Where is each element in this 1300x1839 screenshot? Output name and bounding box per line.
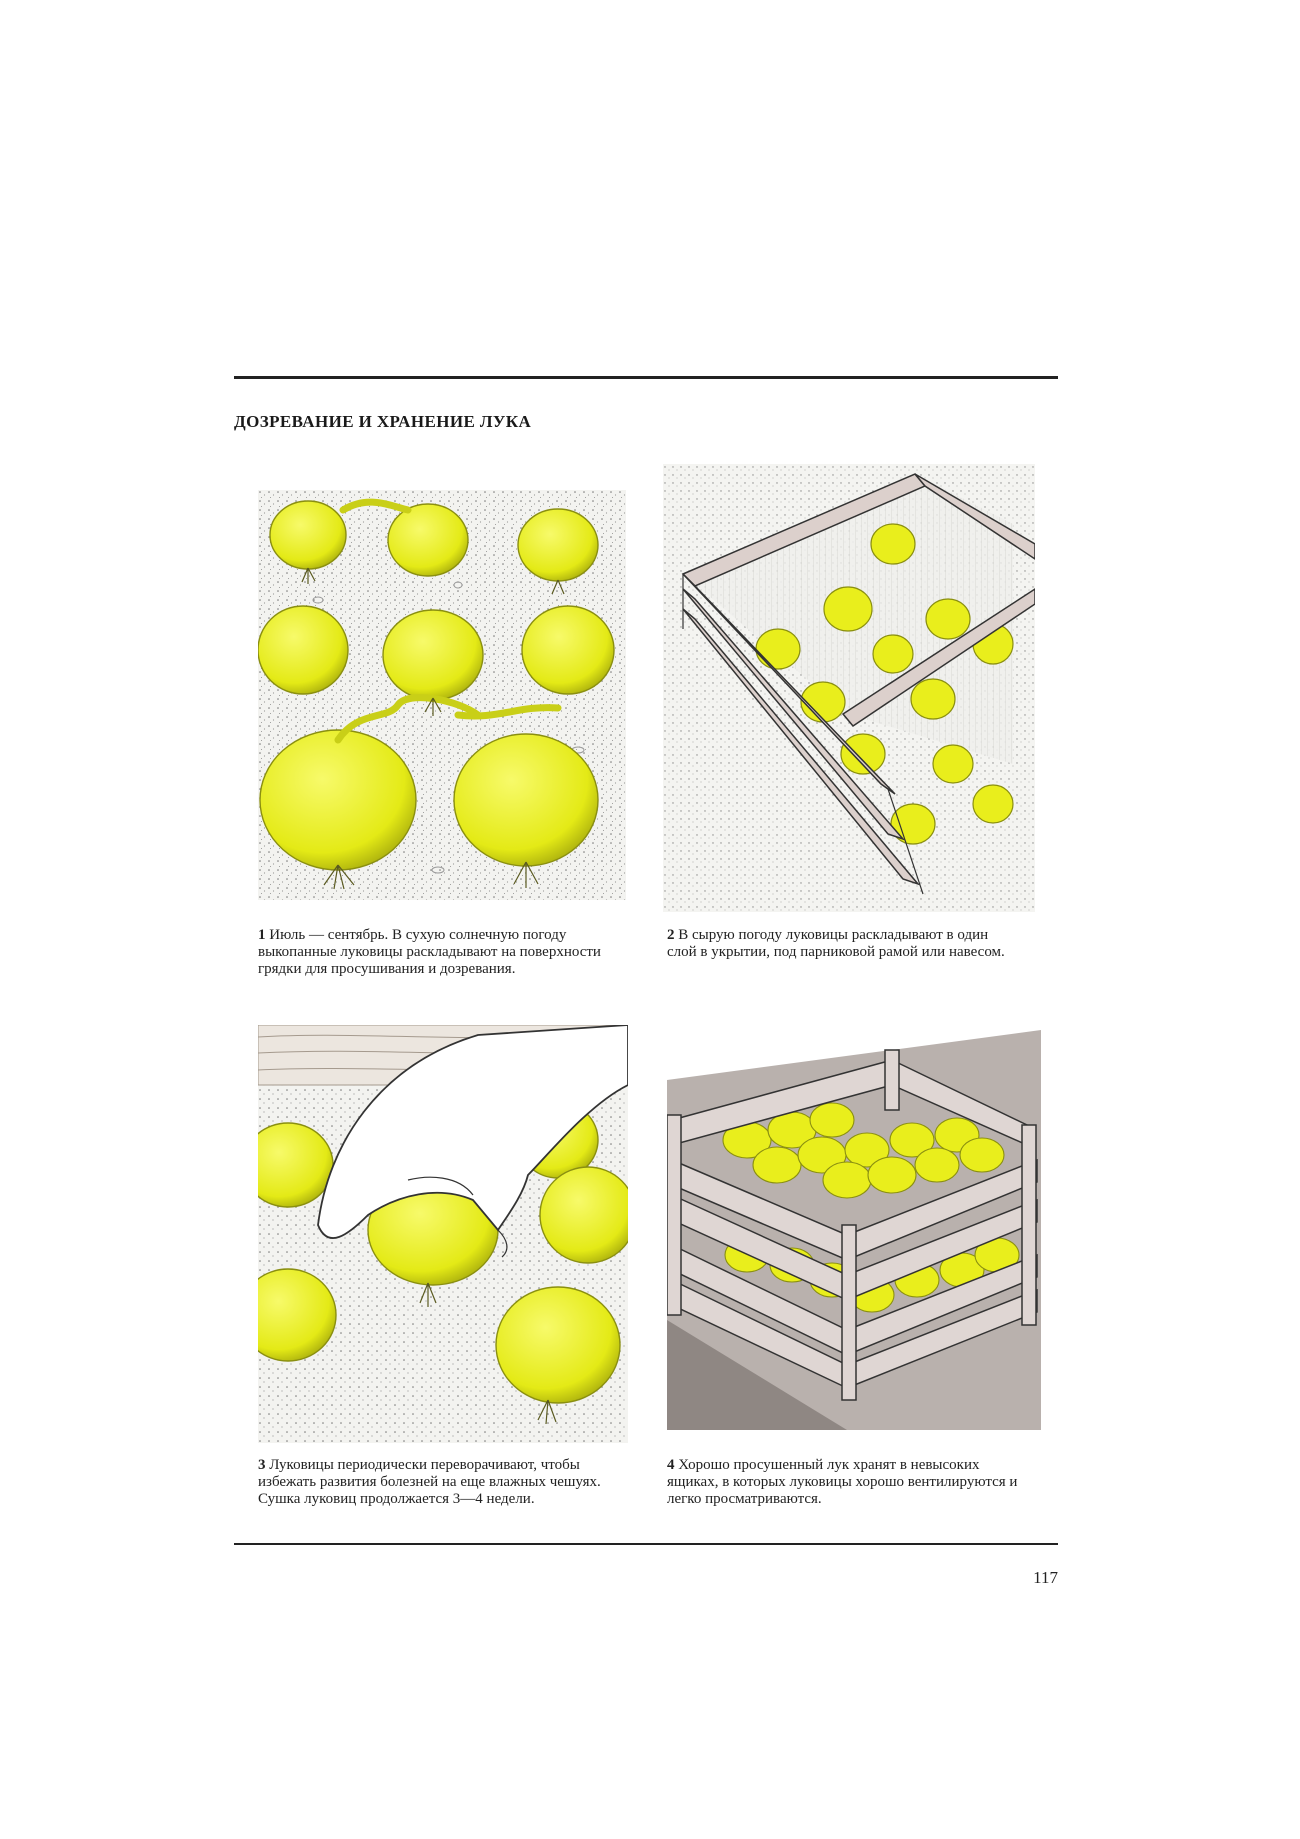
figure-4-caption <box>667 1457 1019 1508</box>
figure-4-illustration <box>667 1030 1041 1430</box>
figure-4-number: 4 <box>667 1457 675 1473</box>
figure-2-illustration <box>663 464 1035 912</box>
page-number: 117 <box>1033 1568 1058 1587</box>
onions-on-garden-bed-icon <box>258 490 626 900</box>
figure-2-text: В сырую погоду луковицы раскладывают в один слой в укрытии, под парниковой рамой или навесом. <box>667 927 1005 960</box>
bottom-rule <box>234 1543 1058 1545</box>
figure-3-number: 3 <box>258 1457 266 1473</box>
onion-crates-icon <box>667 1030 1041 1430</box>
figure-3-text: Луковицы периодически переворачивают, чтобы избежать развития болезней на еще влажных чешуях. Сушка луковиц продолжается 3—4 недели. <box>258 1457 601 1507</box>
onions-under-cold-frame-icon <box>663 464 1035 912</box>
top-rule <box>234 376 1058 379</box>
figure-1-text: Июль — сентябрь. В сухую солнечную погоду выкопанные луковицы раскладывают на поверхности грядки для просушивания и дозревания. <box>258 927 601 977</box>
figure-2-caption <box>667 927 1019 961</box>
figure-3-illustration <box>258 1025 628 1443</box>
figure-1-caption <box>258 927 610 978</box>
figure-4-text: Хорошо просушенный лук хранят в невысоких ящиках, в которых луковицы хорошо вентилируются и легко просматриваются. <box>667 1457 1018 1507</box>
figure-2-number: 2 <box>667 927 675 943</box>
figure-1-illustration <box>258 490 626 900</box>
hand-turning-onion-icon <box>258 1025 628 1443</box>
page-heading: ДОЗРЕВАНИЕ И ХРАНЕНИЕ ЛУКА <box>234 412 532 431</box>
figure-3-caption <box>258 1457 610 1508</box>
figure-1-number: 1 <box>258 927 266 943</box>
